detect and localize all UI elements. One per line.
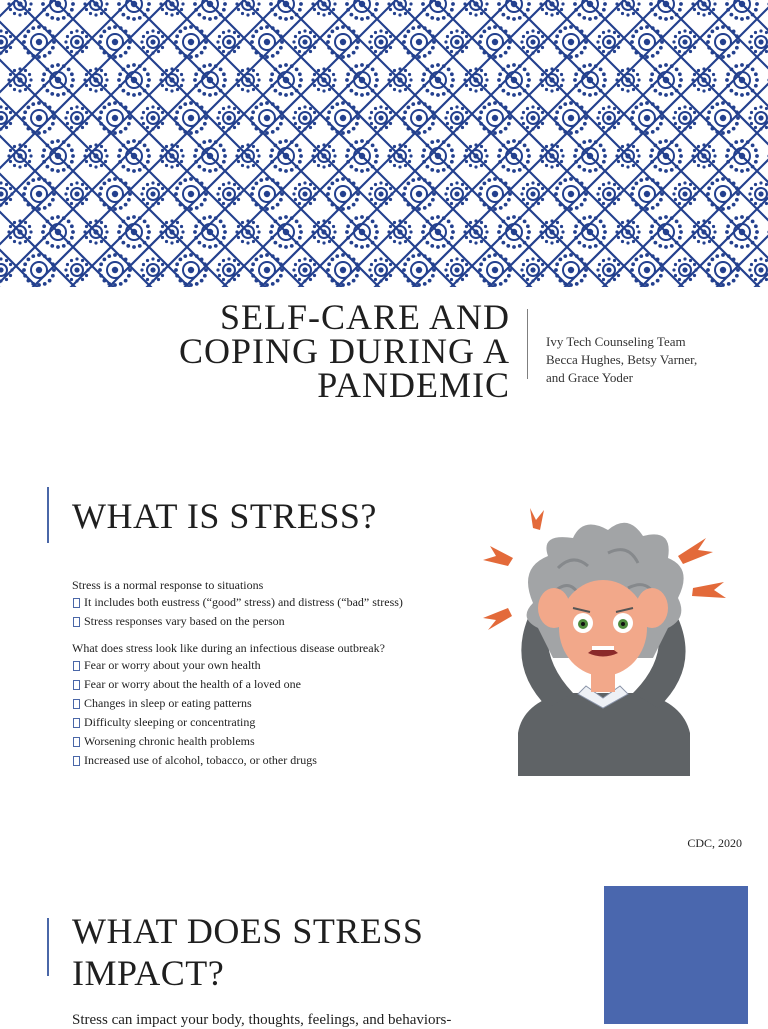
slide-title-line: PANDEMIC bbox=[70, 368, 510, 402]
question-text: What does stress look like during an infectious disease outbreak? bbox=[72, 641, 472, 656]
title-accent-bar bbox=[47, 487, 49, 543]
list-item: Stress responses vary based on the person bbox=[72, 614, 472, 629]
subtitle-line: Becca Hughes, Betsy Varner, bbox=[546, 351, 756, 369]
title-accent-bar bbox=[47, 918, 49, 976]
slide-title bbox=[70, 300, 510, 402]
square-bullet-icon bbox=[73, 661, 80, 671]
square-bullet-icon bbox=[73, 680, 80, 690]
list-item: Fear or worry about the health of a loved one bbox=[72, 677, 472, 692]
square-bullet-icon bbox=[73, 699, 80, 709]
square-bullet-icon bbox=[73, 718, 80, 728]
list-item: It includes both eustress (“good” stress) and distress (“bad” stress) bbox=[72, 595, 472, 610]
title-divider bbox=[527, 309, 528, 379]
subtitle-line: Ivy Tech Counseling Team bbox=[546, 333, 756, 351]
slide-title-line: SELF-CARE AND bbox=[70, 300, 510, 334]
section-title: WHAT IS STRESS? bbox=[72, 496, 377, 536]
slide-subtitle bbox=[546, 333, 756, 387]
list-item: Fear or worry about your own health bbox=[72, 658, 472, 673]
list-item: Changes in sleep or eating patterns bbox=[72, 696, 472, 711]
slide-title-line: COPING DURING A bbox=[70, 334, 510, 368]
list-item: Increased use of alcohol, tobacco, or other drugs bbox=[72, 753, 472, 768]
decorative-blue-panel bbox=[604, 886, 748, 1024]
intro-text: Stress is a normal response to situations bbox=[72, 578, 472, 593]
square-bullet-icon bbox=[73, 756, 80, 766]
list-item: Difficulty sleeping or concentrating bbox=[72, 715, 472, 730]
list-item: Worsening chronic health problems bbox=[72, 734, 472, 749]
stressed-woman-illustration bbox=[478, 508, 728, 788]
citation: CDC, 2020 bbox=[687, 836, 742, 851]
square-bullet-icon bbox=[73, 598, 80, 608]
square-bullet-icon bbox=[73, 737, 80, 747]
subtitle-line: and Grace Yoder bbox=[546, 369, 756, 387]
impact-text: Stress can impact your body, thoughts, feelings, and behaviors- bbox=[72, 1012, 451, 1029]
decorative-pattern-banner bbox=[0, 0, 768, 288]
section-title-line: IMPACT? bbox=[72, 952, 423, 994]
section-title bbox=[72, 910, 423, 994]
square-bullet-icon bbox=[73, 617, 80, 627]
slide-body bbox=[72, 578, 472, 772]
section-title-line: WHAT DOES STRESS bbox=[72, 910, 423, 952]
